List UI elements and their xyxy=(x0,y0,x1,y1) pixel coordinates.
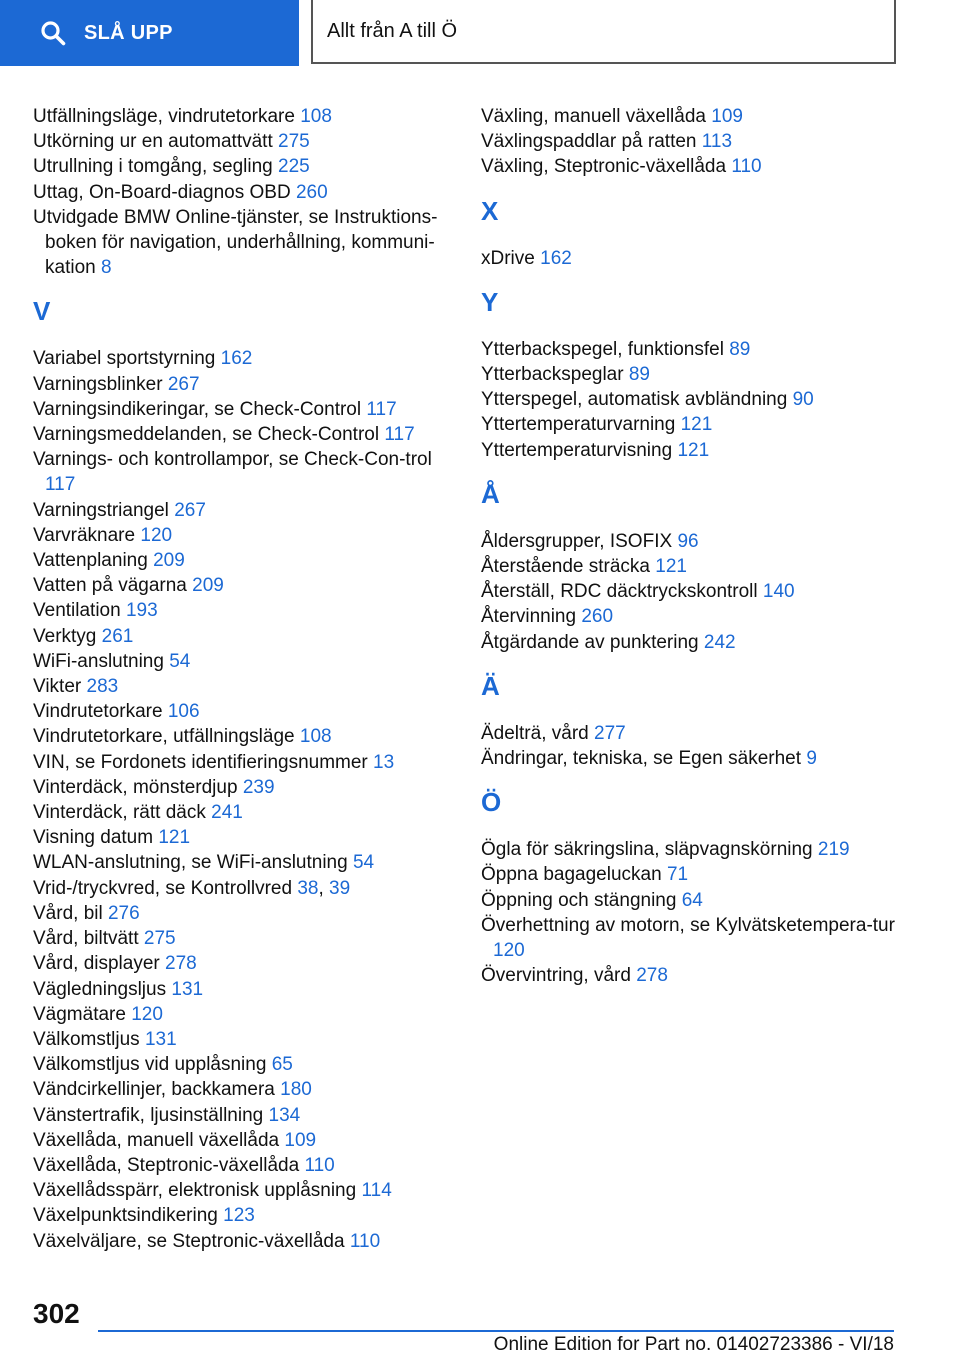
index-entry-text: VIN, se Fordonets identifieringsnummer xyxy=(33,751,368,773)
index-column-left xyxy=(33,104,453,1254)
page-reference-link[interactable]: 278 xyxy=(636,965,668,987)
index-entry xyxy=(33,825,453,850)
index-entry xyxy=(481,862,901,887)
page-reference-link[interactable]: 39 xyxy=(329,877,351,899)
index-entry xyxy=(481,154,901,179)
page-reference-link[interactable]: 89 xyxy=(729,338,751,360)
index-entry-text: Vrid-/tryckvred, se Kontrollvred xyxy=(33,877,293,899)
index-entry-text: Utvidgade BMW Online-tjänster, se Instruktions-boken för navigation, underhållning, kommuni-kation xyxy=(33,206,438,279)
index-entry-text: Visning datum xyxy=(33,827,154,849)
index-entry-text: Öppning och stängning xyxy=(481,889,677,911)
index-entry-text: Vänstertrafik, ljusinställning xyxy=(33,1104,264,1126)
page-reference-link[interactable]: 242 xyxy=(703,631,736,653)
page-reference-link[interactable]: 162 xyxy=(220,348,253,370)
index-entry-text: Yttertemperaturvarning xyxy=(481,414,676,436)
index-entry-text: Vård, displayer xyxy=(33,953,160,975)
page-reference-link[interactable]: 120 xyxy=(493,940,525,962)
index-entry-text: Ytterbackspegel, funktionsfel xyxy=(481,338,724,360)
page-reference-link[interactable]: 225 xyxy=(278,156,310,178)
index-entry: Vrid-/tryckvred, se Kontrollvred 38, 39 xyxy=(33,877,351,899)
index-entry xyxy=(33,724,453,749)
index-letter-heading: V xyxy=(33,296,51,327)
index-entry-text: Utfällningsläge, vindrutetorkare xyxy=(33,106,295,127)
page-reference-link[interactable]: 120 xyxy=(131,1003,163,1025)
index-entry xyxy=(33,523,453,548)
page-reference-link[interactable]: 110 xyxy=(349,1230,381,1252)
page-reference-link[interactable]: 120 xyxy=(140,524,173,546)
page-reference-link[interactable]: 89 xyxy=(628,364,650,386)
index-entry xyxy=(33,180,453,205)
index-entry xyxy=(481,362,901,387)
index-entry-text: Återställ, RDC däcktryckskontroll xyxy=(481,581,758,603)
index-letter-heading: X xyxy=(481,195,499,226)
page-reference-link[interactable]: 121 xyxy=(655,556,687,578)
index-entry xyxy=(481,837,901,862)
index-entry-text: Växellåda, manuell växellåda xyxy=(33,1129,280,1151)
index-entry xyxy=(33,674,453,699)
index-entry xyxy=(481,104,901,129)
index-entry xyxy=(33,598,453,623)
page-reference-link[interactable]: 277 xyxy=(594,722,626,744)
index-entry xyxy=(33,548,453,573)
index-letter-heading: Y xyxy=(481,286,499,317)
index-entry xyxy=(481,129,901,154)
page-reference-link[interactable]: 140 xyxy=(762,581,795,603)
page-reference-link[interactable]: 121 xyxy=(680,414,713,436)
page-reference-link[interactable]: 193 xyxy=(125,600,158,622)
index-entry xyxy=(33,447,453,497)
index-entry xyxy=(33,1229,453,1254)
index-entry xyxy=(33,1103,453,1128)
index-entry-text: Vård, biltvätt xyxy=(33,928,139,950)
index-entry-text: Utrullning i tomgång, segling xyxy=(33,156,273,178)
index-entry xyxy=(33,205,453,281)
index-entry xyxy=(33,977,453,1002)
page-reference-link[interactable]: 267 xyxy=(167,373,200,395)
index-entry xyxy=(481,604,901,629)
index-entry xyxy=(33,1153,453,1178)
page-reference-link[interactable]: 275 xyxy=(143,928,176,950)
index-entry xyxy=(481,579,901,604)
index-entry xyxy=(33,1077,453,1102)
index-entry xyxy=(33,1203,453,1228)
index-entry-text: Varvräknare xyxy=(33,524,136,546)
index-entry xyxy=(33,498,453,523)
index-entry-text: Varningstriangel xyxy=(33,499,169,521)
index-entry xyxy=(33,1027,453,1052)
page-reference-link[interactable]: 108 xyxy=(300,106,332,127)
index-entry-text: xDrive xyxy=(481,247,535,269)
index-entry-text: Vindrutetorkare, utfällningsläge xyxy=(33,726,295,748)
index-entry-text: Varningsindikeringar, se Check-Control xyxy=(33,398,362,420)
page-reference-link[interactable]: 283 xyxy=(86,676,119,698)
page-reference-link[interactable]: 110 xyxy=(304,1154,335,1176)
index-entry-text: Växellåda, Steptronic-växellåda xyxy=(33,1154,300,1176)
index-entry xyxy=(481,438,901,463)
index-entry-text: Växlingspaddlar på ratten xyxy=(481,131,697,153)
index-entry-text: Vikter xyxy=(33,676,82,698)
index-entry xyxy=(33,372,453,397)
page-reference-link[interactable]: 260 xyxy=(295,181,328,203)
index-entry-text: Växellådsspärr, elektronisk upplåsning xyxy=(33,1180,357,1202)
index-entry xyxy=(481,630,901,655)
page-reference-link[interactable]: 131 xyxy=(171,978,204,1000)
index-entry xyxy=(481,412,901,437)
page-reference-link[interactable]: 71 xyxy=(666,864,689,886)
index-entry-text: Vändcirkellinjer, backkamera xyxy=(33,1079,275,1101)
page-reference-link[interactable]: 123 xyxy=(223,1205,255,1227)
index-entry-text: Åtgärdande av punktering xyxy=(481,631,699,653)
index-entry-text: Varningsblinker xyxy=(33,373,163,395)
index-entry-text: Varningsmeddelanden, se Check-Control xyxy=(33,424,380,446)
index-entry-text: Ändringar, tekniska, se Egen säkerhet xyxy=(481,748,802,770)
page-reference-link[interactable]: 278 xyxy=(165,953,197,975)
search-button[interactable] xyxy=(0,0,299,66)
index-entry xyxy=(33,926,453,951)
page-reference-link[interactable]: 267 xyxy=(174,499,206,521)
top-bar xyxy=(0,0,960,66)
page-reference-link[interactable]: 117 xyxy=(366,398,397,420)
index-entry-text: Ädelträ, vård xyxy=(481,722,589,744)
page-reference-link[interactable]: 275 xyxy=(278,131,310,153)
index-entry xyxy=(33,624,453,649)
index-entry-text: Vatten på vägarna xyxy=(33,575,187,597)
index-letter-heading: Å xyxy=(481,478,500,509)
index-entry xyxy=(33,951,453,976)
index-entry-text: Växling, manuell växellåda xyxy=(481,106,706,127)
index-entry xyxy=(481,721,901,746)
index-entry-text: Växelväljare, se Steptronic-växellåda xyxy=(33,1230,345,1252)
index-entry xyxy=(33,901,453,926)
index-entry-text: Ögla för säkringslina, släpvagnskörning xyxy=(481,839,813,861)
page-reference-link[interactable]: 261 xyxy=(101,625,134,647)
page-reference-link[interactable]: 109 xyxy=(284,1129,317,1151)
index-entry-text: WLAN-anslutning, se WiFi-anslutning xyxy=(33,852,348,874)
index-entry-text: Överhettning av motorn, se Kylvätsketempera-tur xyxy=(481,914,895,936)
page-reference-link[interactable]: 121 xyxy=(158,827,191,849)
index-entry-text: Ytterspegel, automatisk avbländning xyxy=(481,389,788,411)
index-entry xyxy=(33,346,453,371)
index-entry-text: Vägledningsljus xyxy=(33,978,167,1000)
section-title: Allt från A till Ö xyxy=(327,19,458,42)
page-reference-link[interactable]: 131 xyxy=(144,1028,177,1050)
index-entry xyxy=(33,154,453,179)
index-entry-text: Vindrutetorkare xyxy=(33,701,163,723)
index-entry xyxy=(481,554,901,579)
index-entry-text: Ventilation xyxy=(33,600,121,622)
index-entry xyxy=(33,800,453,825)
index-entry-text: Övervintring, vård xyxy=(481,965,631,987)
page-reference-link[interactable]: 134 xyxy=(268,1104,301,1126)
index-entry xyxy=(33,104,453,129)
index-entry-text: Åldersgrupper, ISOFIX xyxy=(481,530,673,552)
index-entry xyxy=(33,775,453,800)
page-reference-link[interactable]: 117 xyxy=(45,474,76,496)
page-reference-link[interactable]: 121 xyxy=(677,439,710,461)
index-entry-text: Återvinning xyxy=(481,606,577,628)
page-reference-link[interactable]: 54 xyxy=(352,852,375,874)
page-reference-link[interactable]: 13 xyxy=(373,751,395,773)
index-entry xyxy=(33,1002,453,1027)
page-reference-link[interactable]: 260 xyxy=(581,606,614,628)
index-letter-heading: Ö xyxy=(481,787,502,818)
index-entry-text: Vinterdäck, rätt däck xyxy=(33,802,206,824)
page-reference-link[interactable]: 65 xyxy=(271,1054,293,1076)
index-entry xyxy=(481,337,901,362)
index-entry-text: Ytterbackspeglar xyxy=(481,364,624,386)
index-column-right xyxy=(481,104,901,988)
page-reference-link[interactable]: 54 xyxy=(169,650,191,672)
index-entry-text: Vägmätare xyxy=(33,1003,126,1025)
page-reference-link[interactable]: 162 xyxy=(540,247,572,269)
index-entry xyxy=(481,387,901,412)
section-tab[interactable] xyxy=(311,0,896,64)
page-reference-link[interactable]: 109 xyxy=(711,106,743,127)
page-reference-link[interactable]: 106 xyxy=(167,701,200,723)
index-entry-text: Vinterdäck, mönsterdjup xyxy=(33,776,238,798)
index-entry xyxy=(481,246,901,271)
page-reference-link[interactable]: 209 xyxy=(192,575,224,597)
index-entry xyxy=(33,1128,453,1153)
page-reference-link[interactable]: 117 xyxy=(384,424,415,446)
page-reference-link[interactable]: 38 xyxy=(297,877,319,899)
index-entry-text: Vattenplaning xyxy=(33,550,148,572)
index-entry xyxy=(481,963,901,988)
index-entry-text: Välkomstljus xyxy=(33,1028,140,1050)
index-entry-text: WiFi-anslutning xyxy=(33,650,164,672)
index-entry xyxy=(481,529,901,554)
index-entry xyxy=(481,888,901,913)
index-entry-text: Variabel sportstyrning xyxy=(33,348,216,370)
footer-rule xyxy=(98,1330,894,1332)
index-entry xyxy=(33,1052,453,1077)
page-number: 302 xyxy=(33,1298,80,1329)
page-reference-link[interactable]: 96 xyxy=(677,530,699,552)
page-reference-link[interactable]: 113 xyxy=(701,131,733,153)
page-reference-link[interactable]: 108 xyxy=(299,726,332,748)
index-entry-text: Välkomstljus vid upplåsning xyxy=(33,1054,267,1076)
page-reference-link[interactable]: 8 xyxy=(100,257,112,279)
index-entry-text: Varnings- och kontrollampor, se Check-Con-trol xyxy=(33,449,432,471)
page-reference-link[interactable]: 90 xyxy=(792,389,814,411)
index-entry xyxy=(481,913,901,963)
index-entry xyxy=(33,129,453,154)
index-entry xyxy=(33,699,453,724)
page-reference-link[interactable]: 9 xyxy=(806,748,817,770)
index-letter-heading: Ä xyxy=(481,670,500,701)
index-entry-text: Växelpunktsindikering xyxy=(33,1205,218,1227)
index-entry-text: Växling, Steptronic-växellåda xyxy=(481,156,727,178)
index-entry-text: Vård, bil xyxy=(33,902,103,924)
search-icon xyxy=(40,20,66,46)
page-reference-link[interactable]: 209 xyxy=(153,550,185,572)
index-entry xyxy=(33,850,453,875)
page-reference-link[interactable]: 180 xyxy=(280,1079,312,1101)
page-reference-link[interactable]: 64 xyxy=(681,889,703,911)
page-reference-link[interactable]: 241 xyxy=(211,802,243,824)
index-entry-text: Yttertemperaturvisning xyxy=(481,439,673,461)
index-entry xyxy=(33,1178,453,1203)
search-label: SLÅ UPP xyxy=(84,21,173,44)
index-entry-text: Öppna bagageluckan xyxy=(481,864,662,886)
index-entry-text: Utkörning ur en automattvätt xyxy=(33,131,273,153)
index-entry-text: Återstående sträcka xyxy=(481,556,650,578)
index-entry xyxy=(33,573,453,598)
index-entry-text: Verktyg xyxy=(33,625,97,647)
index-entry xyxy=(481,746,901,771)
index-entry xyxy=(33,750,453,775)
page-reference-link[interactable]: 239 xyxy=(242,776,275,798)
footer-edition-text: Online Edition for Part no. 01402723386 - VI/18 xyxy=(493,1334,894,1355)
page-reference-link[interactable]: 276 xyxy=(107,902,140,924)
index-entry xyxy=(33,649,453,674)
index-entry xyxy=(33,397,453,422)
page-reference-link[interactable]: 114 xyxy=(361,1180,392,1202)
index-entry xyxy=(33,422,453,447)
index-entry-text: Uttag, On-Board-diagnos OBD xyxy=(33,181,291,203)
page-reference-link[interactable]: 110 xyxy=(731,156,762,178)
page-reference-link[interactable]: 219 xyxy=(817,839,850,861)
